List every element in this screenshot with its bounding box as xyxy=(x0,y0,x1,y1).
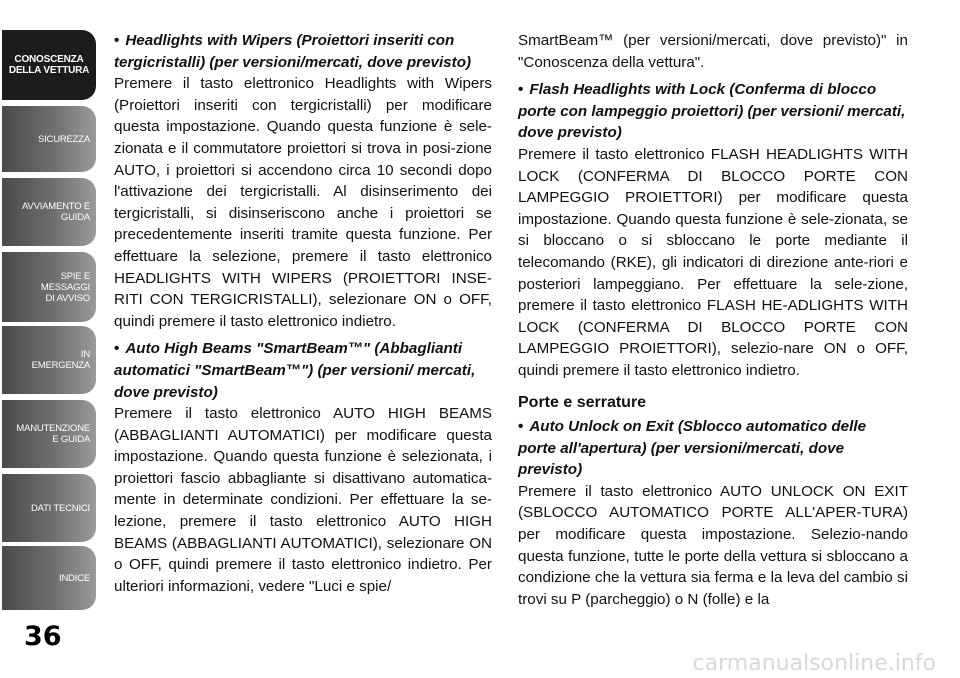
heading-auto-high-beams: • Auto High Beams "SmartBeam™" (Abbaglianti automatici "SmartBeam™") (per versioni/ mercati, dove previsto) xyxy=(114,340,476,401)
tab-avviamento-e-guida[interactable]: AVVIAMENTO E GUIDA xyxy=(2,178,96,246)
tab-in-emergenza[interactable]: IN EMERGENZA xyxy=(2,326,96,394)
tab-sicurezza[interactable]: SICUREZZA xyxy=(2,106,96,172)
paragraph-auto-high-beams: Premere il tasto elettronico AUTO HIGH BEAMS (ABBAGLIANTI AUTOMATICI) per modificare questa impostazione. Quando questa funzione è selezionata, i proiettori fascio abbagliante si disattivano automatica-mente in determinate condizioni. Per effettuare la se-lezione, premere il tasto elettronico AUTO HIGH BEAMS (ABBAGLIANTI AUTOMATICI), selezionare ON o OFF, quindi premere il tasto elettronico indietro. Per ulteriori informazioni, vedere "Luci e spie/ xyxy=(114,405,492,595)
heading-flash-headlights-with-lock: • Flash Headlights with Lock (Conferma di blocco porte con lampeggio proiettori) (per versioni/ mercati, dove previsto) xyxy=(518,81,906,142)
page-number: 36 xyxy=(24,621,62,652)
paragraph-auto-unlock-on-exit: Premere il tasto elettronico AUTO UNLOCK ON EXIT (SBLOCCO AUTOMATICO PORTE ALL'APER-TURA) per modificare questa impostazione. Selezio-nando questa funzione, tutte le porte della vettura si sbloccano a condizione che la vettura sia ferma e la leva del cambio si trovi su P (parcheggio) o N (folle) e la xyxy=(518,482,908,608)
left-column xyxy=(114,30,492,597)
tab-conoscenza-della-vettura[interactable]: CONOSCENZA DELLA VETTURA xyxy=(2,30,96,100)
paragraph-smartbeam-continued: SmartBeam™ (per versioni/mercati, dove previsto)" in "Conoscenza della vettura". xyxy=(518,32,908,71)
right-column xyxy=(518,30,908,610)
heading-headlights-with-wipers: • Headlights with Wipers (Proiettori inseriti con tergicristalli) (per versioni/mercati, dove previsto) xyxy=(114,32,472,71)
tab-spie-e-messaggi[interactable]: SPIE E MESSAGGI DI AVVISO xyxy=(2,252,96,322)
watermark: carmanualsonline.info xyxy=(692,651,936,676)
section-title-porte-e-serrature: Porte e serrature xyxy=(518,393,647,411)
tab-indice[interactable]: INDICE xyxy=(2,546,96,610)
paragraph-flash-headlights-with-lock: Premere il tasto elettronico FLASH HEADLIGHTS WITH LOCK (CONFERMA DI BLOCCO PORTE CON LAMPEGGIO PROIETTORI) per modificare questa impostazione. Quando questa funzione è sele-zionata, se si bloccano o si sbloccano le porte mediante il telecomando (RKE), gli indicatori di direzione ante-riori e posteriori lampeggiano. Per effettuare la sele-zione, premere il tasto elettronico FLASH HE-ADLIGHTS WITH LOCK (CONFERMA DI BLOCCO PORTE CON LAMPEGGIO PROIETTORI), selezio-nare ON o OFF, quindi premere il tasto elettronico indietro. xyxy=(518,145,908,379)
section-sidebar xyxy=(0,0,98,678)
tab-dati-tecnici[interactable]: DATI TECNICI xyxy=(2,474,96,542)
paragraph-headlights-with-wipers: Premere il tasto elettronico Headlights with Wipers (Proiettori inseriti con tergicristalli) per modificare questa impostazione. Quando questa funzione è sele-zionata e il commutatore proiettori si trova in posi-zione AUTO, i proiettori si accendono circa 10 secondi dopo l'attivazione dei tergicristalli. Al disinserimento dei tergicristalli, si disinseriscono anche i proiettori se precedentemente inseriti tramite questa funzione. Per effettuare la selezione, premere il tasto elettronico HEADLIGHTS WITH WIPERS (PROIETTORI INSE-RITI CON TERGICRISTALLI), selezionare ON o OFF, quindi premere il tasto elettronico indietro. xyxy=(114,75,492,330)
heading-auto-unlock-on-exit: • Auto Unlock on Exit (Sblocco automatico delle porte all'apertura) (per versioni/mercati, dove previsto) xyxy=(518,418,867,479)
tab-manutenzione[interactable]: MANUTENZIONE E GUIDA xyxy=(2,400,96,468)
